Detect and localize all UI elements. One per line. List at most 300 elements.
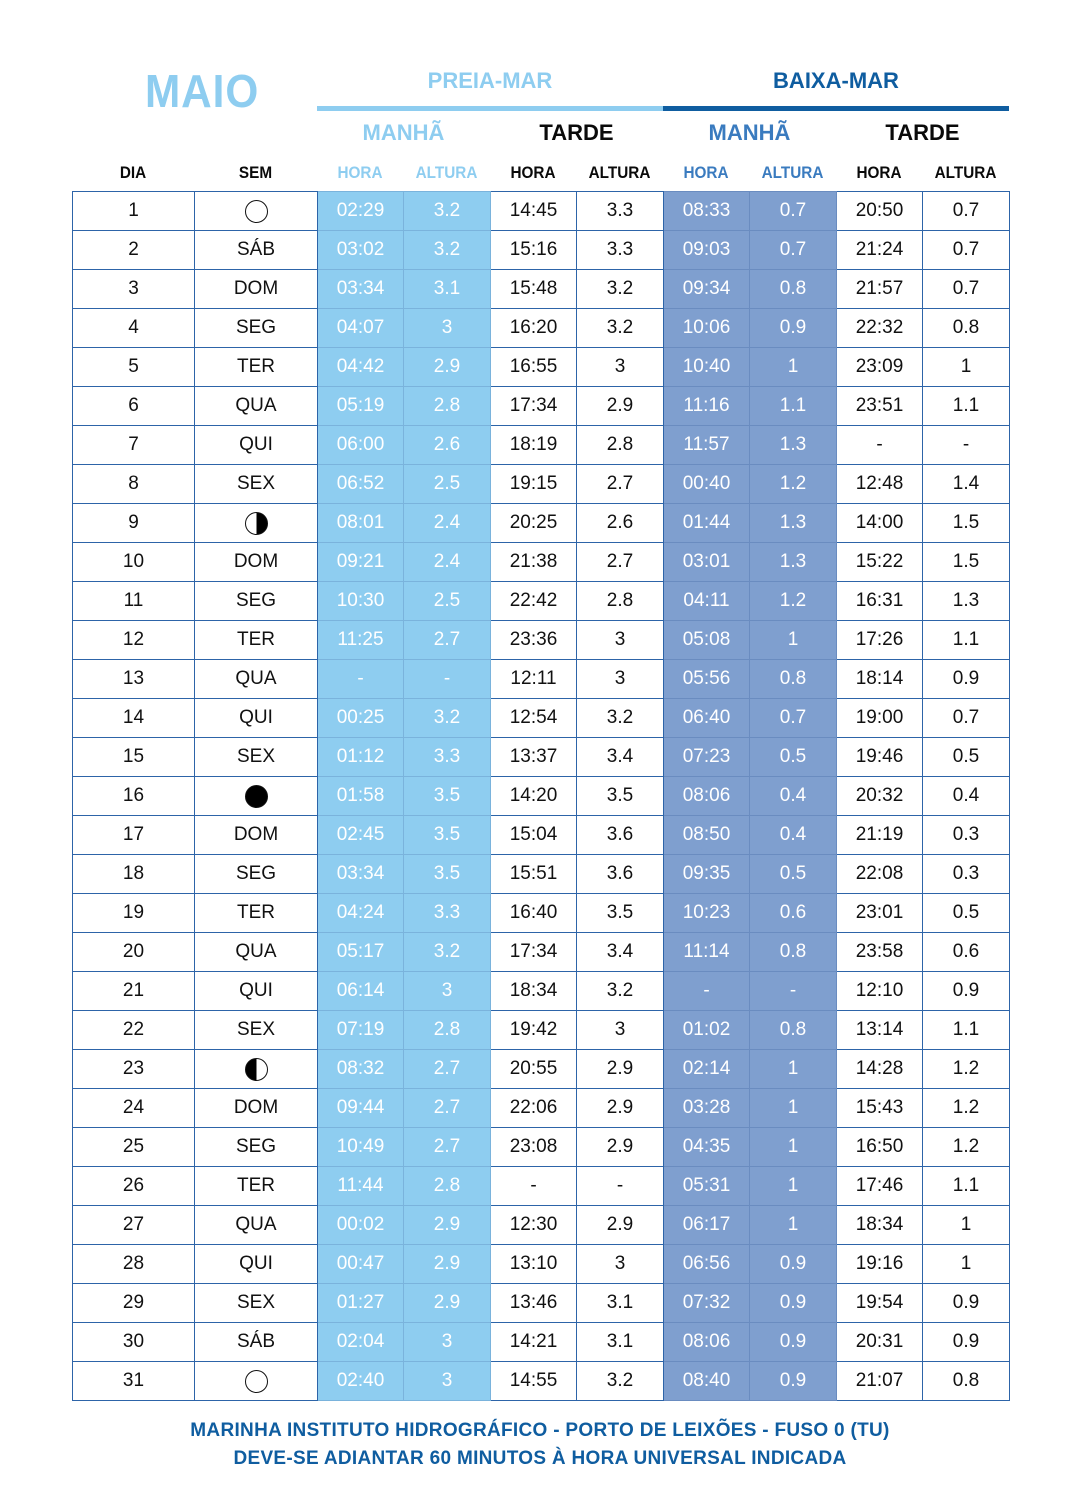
cell-dia: 30 xyxy=(73,1323,195,1362)
cell-pm-tarde-hora: 18:34 xyxy=(491,972,577,1011)
cell-dia: 20 xyxy=(73,933,195,972)
table-row xyxy=(73,1011,1010,1050)
cell-bm-manha-altura: 0.5 xyxy=(750,855,837,894)
cell-bm-tarde-altura: 0.5 xyxy=(923,738,1010,777)
cell-bm-manha-altura: 1.1 xyxy=(750,387,837,426)
cell-pm-tarde-hora: 16:55 xyxy=(491,348,577,387)
cell-pm-manha-altura: 3.2 xyxy=(404,192,491,231)
cell-bm-tarde-altura: 1 xyxy=(923,1206,1010,1245)
table-row xyxy=(73,387,1010,426)
cell-bm-manha-altura: 1 xyxy=(750,1206,837,1245)
cell-sem: DOM xyxy=(195,816,318,855)
cell-pm-manha-hora: 11:44 xyxy=(318,1167,404,1206)
cell-bm-tarde-altura: 1.1 xyxy=(923,621,1010,660)
cell-bm-tarde-altura: 0.9 xyxy=(923,1323,1010,1362)
cell-bm-manha-hora: 08:06 xyxy=(664,1323,750,1362)
cell-dia: 4 xyxy=(73,309,195,348)
cell-pm-manha-altura: 2.4 xyxy=(404,504,491,543)
col-header-sem: SEM xyxy=(238,163,273,182)
cell-pm-manha-altura: 2.8 xyxy=(404,1011,491,1050)
cell-sem: SEX xyxy=(195,465,318,504)
cell-pm-tarde-hora: 16:40 xyxy=(491,894,577,933)
cell-pm-manha-hora: 08:01 xyxy=(318,504,404,543)
cell-pm-tarde-altura: 3.4 xyxy=(577,738,664,777)
cell-dia: 28 xyxy=(73,1245,195,1284)
cell-pm-manha-altura: 2.8 xyxy=(404,1167,491,1206)
cell-bm-tarde-hora: 17:26 xyxy=(837,621,923,660)
cell-pm-tarde-altura: 2.7 xyxy=(577,465,664,504)
cell-sem: SÁB xyxy=(195,1323,318,1362)
cell-sem: QUI xyxy=(195,699,318,738)
cell-bm-manha-altura: 0.9 xyxy=(750,1323,837,1362)
cell-pm-tarde-hora: 16:20 xyxy=(491,309,577,348)
cell-bm-manha-hora: 01:02 xyxy=(664,1011,750,1050)
cell-pm-manha-altura: 2.9 xyxy=(404,348,491,387)
cell-dia: 24 xyxy=(73,1089,195,1128)
cell-pm-tarde-altura: 3.6 xyxy=(577,855,664,894)
cell-bm-manha-altura: 0.5 xyxy=(750,738,837,777)
cell-bm-manha-hora: 11:57 xyxy=(664,426,750,465)
cell-bm-manha-altura: 0.8 xyxy=(750,933,837,972)
cell-pm-tarde-altura: 3.3 xyxy=(577,192,664,231)
cell-bm-manha-altura: 1.2 xyxy=(750,465,837,504)
cell-pm-manha-altura: 3.5 xyxy=(404,816,491,855)
cell-bm-tarde-altura: 1.2 xyxy=(923,1089,1010,1128)
footer-line-2: DEVE-SE ADIANTAR 60 MINUTOS À HORA UNIVERSAL INDICADA xyxy=(233,1448,847,1469)
cell-pm-manha-altura: 3.1 xyxy=(404,270,491,309)
table-row xyxy=(73,1284,1010,1323)
table-row xyxy=(73,1167,1010,1206)
cell-bm-manha-hora: 08:50 xyxy=(664,816,750,855)
cell-pm-tarde-altura: 2.9 xyxy=(577,387,664,426)
cell-pm-manha-altura: 3.3 xyxy=(404,738,491,777)
cell-pm-tarde-altura: - xyxy=(577,1167,664,1206)
cell-bm-manha-hora: 05:56 xyxy=(664,660,750,699)
cell-bm-tarde-hora: 17:46 xyxy=(837,1167,923,1206)
cell-pm-manha-hora: 08:32 xyxy=(318,1050,404,1089)
cell-bm-manha-altura: 1.3 xyxy=(750,504,837,543)
cell-bm-tarde-hora: 23:51 xyxy=(837,387,923,426)
cell-pm-manha-altura: 2.7 xyxy=(404,1089,491,1128)
cell-pm-manha-altura: 2.9 xyxy=(404,1245,491,1284)
cell-pm-manha-altura: 2.5 xyxy=(404,582,491,621)
cell-dia: 31 xyxy=(73,1362,195,1401)
cell-bm-manha-hora: 06:56 xyxy=(664,1245,750,1284)
cell-dia: 17 xyxy=(73,816,195,855)
cell-bm-tarde-hora: 14:00 xyxy=(837,504,923,543)
cell-dia: 22 xyxy=(73,1011,195,1050)
cell-bm-tarde-altura: 1.4 xyxy=(923,465,1010,504)
cell-pm-manha-altura: 3 xyxy=(404,1362,491,1401)
cell-pm-tarde-altura: 3.5 xyxy=(577,777,664,816)
col-header-bm-tarde-altura: ALTURA xyxy=(934,163,997,182)
cell-bm-manha-hora: 05:31 xyxy=(664,1167,750,1206)
cell-bm-tarde-hora: 21:07 xyxy=(837,1362,923,1401)
cell-sem xyxy=(195,777,318,816)
cell-pm-tarde-hora: 18:19 xyxy=(491,426,577,465)
cell-pm-manha-hora: 01:12 xyxy=(318,738,404,777)
cell-dia: 12 xyxy=(73,621,195,660)
cell-dia: 1 xyxy=(73,192,195,231)
cell-pm-manha-hora: 01:58 xyxy=(318,777,404,816)
cell-pm-tarde-hora: 21:38 xyxy=(491,543,577,582)
cell-sem: QUA xyxy=(195,1206,318,1245)
cell-bm-tarde-hora: 21:19 xyxy=(837,816,923,855)
cell-bm-manha-hora: 03:28 xyxy=(664,1089,750,1128)
table-row xyxy=(73,855,1010,894)
cell-sem: SEG xyxy=(195,855,318,894)
cell-pm-tarde-altura: 3 xyxy=(577,621,664,660)
table-row xyxy=(73,231,1010,270)
cell-dia: 18 xyxy=(73,855,195,894)
cell-pm-manha-altura: 3.3 xyxy=(404,894,491,933)
cell-bm-manha-hora: 09:34 xyxy=(664,270,750,309)
cell-dia: 6 xyxy=(73,387,195,426)
table-row xyxy=(73,192,1010,231)
cell-bm-manha-altura: 0.8 xyxy=(750,1011,837,1050)
cell-sem: TER xyxy=(195,348,318,387)
preia-mar-tarde-header: TARDE xyxy=(539,120,614,145)
cell-dia: 15 xyxy=(73,738,195,777)
cell-pm-manha-hora: 10:49 xyxy=(318,1128,404,1167)
cell-pm-manha-altura: 2.4 xyxy=(404,543,491,582)
cell-bm-tarde-hora: 12:10 xyxy=(837,972,923,1011)
cell-bm-manha-hora: 05:08 xyxy=(664,621,750,660)
cell-pm-manha-altura: 3.5 xyxy=(404,855,491,894)
table-row xyxy=(73,270,1010,309)
cell-bm-manha-altura: 0.6 xyxy=(750,894,837,933)
cell-pm-manha-hora: 09:21 xyxy=(318,543,404,582)
cell-pm-tarde-hora: 19:42 xyxy=(491,1011,577,1050)
cell-pm-manha-hora: 05:19 xyxy=(318,387,404,426)
tide-table xyxy=(72,191,1010,1401)
cell-pm-manha-altura: 3.2 xyxy=(404,699,491,738)
cell-bm-manha-hora: - xyxy=(664,972,750,1011)
cell-bm-tarde-altura: 1.1 xyxy=(923,387,1010,426)
cell-pm-tarde-altura: 2.8 xyxy=(577,426,664,465)
cell-pm-manha-hora: 00:25 xyxy=(318,699,404,738)
cell-bm-manha-altura: 1.3 xyxy=(750,426,837,465)
cell-bm-manha-altura: 0.9 xyxy=(750,1284,837,1323)
cell-bm-manha-hora: 06:40 xyxy=(664,699,750,738)
cell-bm-tarde-altura: 0.9 xyxy=(923,972,1010,1011)
cell-pm-manha-hora: 02:29 xyxy=(318,192,404,231)
cell-pm-manha-hora: 00:47 xyxy=(318,1245,404,1284)
cell-bm-manha-altura: 1.3 xyxy=(750,543,837,582)
cell-pm-manha-hora: 07:19 xyxy=(318,1011,404,1050)
cell-dia: 13 xyxy=(73,660,195,699)
cell-bm-tarde-hora: 12:48 xyxy=(837,465,923,504)
cell-bm-tarde-hora: 21:24 xyxy=(837,231,923,270)
cell-dia: 3 xyxy=(73,270,195,309)
cell-sem: TER xyxy=(195,621,318,660)
cell-pm-tarde-altura: 3 xyxy=(577,1011,664,1050)
cell-bm-tarde-altura: 0.5 xyxy=(923,894,1010,933)
table-row xyxy=(73,816,1010,855)
cell-pm-tarde-hora: 20:55 xyxy=(491,1050,577,1089)
cell-dia: 9 xyxy=(73,504,195,543)
cell-bm-manha-altura: - xyxy=(750,972,837,1011)
cell-sem xyxy=(195,504,318,543)
cell-pm-manha-altura: 2.7 xyxy=(404,1128,491,1167)
cell-bm-manha-hora: 11:14 xyxy=(664,933,750,972)
table-row xyxy=(73,582,1010,621)
col-header-pm-tarde-hora: HORA xyxy=(510,163,556,182)
cell-dia: 19 xyxy=(73,894,195,933)
baixa-mar-tarde-header: TARDE xyxy=(885,120,960,145)
cell-dia: 26 xyxy=(73,1167,195,1206)
table-row xyxy=(73,426,1010,465)
cell-bm-tarde-hora: 14:28 xyxy=(837,1050,923,1089)
table-row xyxy=(73,1362,1010,1401)
cell-pm-tarde-altura: 3.2 xyxy=(577,972,664,1011)
cell-pm-tarde-altura: 2.9 xyxy=(577,1206,664,1245)
cell-pm-manha-hora: 03:02 xyxy=(318,231,404,270)
cell-pm-tarde-altura: 2.8 xyxy=(577,582,664,621)
new-moon-icon xyxy=(245,785,268,808)
cell-pm-tarde-hora: 15:16 xyxy=(491,231,577,270)
cell-bm-tarde-altura: 1.1 xyxy=(923,1167,1010,1206)
cell-bm-manha-altura: 1 xyxy=(750,621,837,660)
cell-bm-manha-hora: 03:01 xyxy=(664,543,750,582)
cell-pm-manha-altura: 2.9 xyxy=(404,1284,491,1323)
cell-bm-manha-hora: 10:40 xyxy=(664,348,750,387)
cell-pm-tarde-hora: 14:55 xyxy=(491,1362,577,1401)
col-header-bm-manha-hora: HORA xyxy=(683,163,729,182)
cell-pm-tarde-hora: 19:15 xyxy=(491,465,577,504)
cell-sem: QUA xyxy=(195,933,318,972)
cell-pm-manha-hora: 06:00 xyxy=(318,426,404,465)
table-row xyxy=(73,504,1010,543)
cell-pm-tarde-altura: 3 xyxy=(577,660,664,699)
col-header-bm-tarde-hora: HORA xyxy=(856,163,902,182)
cell-pm-manha-hora: 10:30 xyxy=(318,582,404,621)
cell-bm-tarde-hora: 20:31 xyxy=(837,1323,923,1362)
cell-pm-tarde-hora: 13:10 xyxy=(491,1245,577,1284)
full-moon-icon xyxy=(245,1370,268,1393)
cell-bm-tarde-altura: 1.5 xyxy=(923,504,1010,543)
cell-pm-tarde-altura: 3.1 xyxy=(577,1323,664,1362)
cell-bm-tarde-altura: 0.7 xyxy=(923,270,1010,309)
cell-pm-tarde-altura: 3.4 xyxy=(577,933,664,972)
cell-bm-tarde-hora: 23:09 xyxy=(837,348,923,387)
preia-mar-header: PREIA-MAR xyxy=(427,68,553,93)
cell-pm-tarde-hora: - xyxy=(491,1167,577,1206)
cell-bm-manha-altura: 1 xyxy=(750,348,837,387)
cell-pm-manha-hora: 00:02 xyxy=(318,1206,404,1245)
cell-sem: DOM xyxy=(195,543,318,582)
cell-pm-tarde-altura: 2.9 xyxy=(577,1128,664,1167)
cell-bm-tarde-altura: 1.1 xyxy=(923,1011,1010,1050)
col-header-pm-manha-altura: ALTURA xyxy=(415,163,478,182)
cell-bm-manha-hora: 08:40 xyxy=(664,1362,750,1401)
table-row xyxy=(73,621,1010,660)
col-header-dia: DIA xyxy=(119,163,147,182)
table-row xyxy=(73,348,1010,387)
cell-pm-tarde-altura: 2.9 xyxy=(577,1089,664,1128)
cell-bm-manha-altura: 0.7 xyxy=(750,192,837,231)
table-row xyxy=(73,1050,1010,1089)
cell-pm-tarde-altura: 3 xyxy=(577,348,664,387)
cell-bm-manha-hora: 08:33 xyxy=(664,192,750,231)
cell-bm-tarde-hora: 23:01 xyxy=(837,894,923,933)
preia-mar-manha-header: MANHÃ xyxy=(362,120,445,145)
cell-bm-manha-altura: 0.7 xyxy=(750,699,837,738)
cell-pm-tarde-altura: 3.1 xyxy=(577,1284,664,1323)
cell-bm-manha-hora: 00:40 xyxy=(664,465,750,504)
cell-bm-tarde-hora: 19:54 xyxy=(837,1284,923,1323)
cell-bm-manha-altura: 0.9 xyxy=(750,1245,837,1284)
cell-pm-manha-altura: 2.9 xyxy=(404,1206,491,1245)
cell-pm-tarde-hora: 13:46 xyxy=(491,1284,577,1323)
cell-pm-manha-altura: 2.7 xyxy=(404,1050,491,1089)
table-row xyxy=(73,972,1010,1011)
cell-pm-tarde-hora: 23:36 xyxy=(491,621,577,660)
table-row xyxy=(73,1128,1010,1167)
cell-pm-tarde-altura: 3.2 xyxy=(577,309,664,348)
cell-pm-manha-hora: 04:42 xyxy=(318,348,404,387)
table-row xyxy=(73,738,1010,777)
cell-sem: SEX xyxy=(195,1011,318,1050)
cell-bm-tarde-hora: 13:14 xyxy=(837,1011,923,1050)
cell-dia: 10 xyxy=(73,543,195,582)
cell-pm-manha-hora: 02:40 xyxy=(318,1362,404,1401)
cell-pm-manha-altura: 3.2 xyxy=(404,933,491,972)
cell-dia: 2 xyxy=(73,231,195,270)
cell-bm-tarde-hora: 22:32 xyxy=(837,309,923,348)
cell-bm-manha-hora: 11:16 xyxy=(664,387,750,426)
cell-bm-manha-hora: 07:32 xyxy=(664,1284,750,1323)
cell-dia: 16 xyxy=(73,777,195,816)
cell-bm-manha-hora: 10:23 xyxy=(664,894,750,933)
cell-bm-tarde-altura: 1.2 xyxy=(923,1128,1010,1167)
cell-pm-manha-hora: 04:07 xyxy=(318,309,404,348)
cell-bm-tarde-altura: 1 xyxy=(923,348,1010,387)
cell-bm-manha-hora: 02:14 xyxy=(664,1050,750,1089)
cell-bm-tarde-altura: 0.8 xyxy=(923,309,1010,348)
cell-pm-manha-altura: 3 xyxy=(404,309,491,348)
table-row xyxy=(73,699,1010,738)
cell-pm-tarde-hora: 22:42 xyxy=(491,582,577,621)
cell-pm-manha-altura: 2.8 xyxy=(404,387,491,426)
cell-pm-tarde-hora: 14:20 xyxy=(491,777,577,816)
cell-sem: QUA xyxy=(195,387,318,426)
cell-pm-tarde-hora: 22:06 xyxy=(491,1089,577,1128)
baixa-mar-manha-header: MANHÃ xyxy=(708,120,791,145)
cell-pm-tarde-hora: 12:11 xyxy=(491,660,577,699)
cell-pm-tarde-hora: 17:34 xyxy=(491,933,577,972)
cell-bm-manha-altura: 0.8 xyxy=(750,270,837,309)
cell-pm-manha-hora: 06:52 xyxy=(318,465,404,504)
col-header-bm-manha-altura: ALTURA xyxy=(761,163,824,182)
cell-bm-tarde-hora: 18:34 xyxy=(837,1206,923,1245)
cell-pm-tarde-altura: 3.2 xyxy=(577,699,664,738)
cell-bm-tarde-altura: 0.8 xyxy=(923,1362,1010,1401)
cell-pm-manha-altura: 2.6 xyxy=(404,426,491,465)
cell-sem: SEX xyxy=(195,738,318,777)
cell-sem: TER xyxy=(195,1167,318,1206)
cell-pm-tarde-altura: 2.6 xyxy=(577,504,664,543)
cell-sem: DOM xyxy=(195,1089,318,1128)
cell-sem: SÁB xyxy=(195,231,318,270)
cell-bm-manha-altura: 0.8 xyxy=(750,660,837,699)
cell-bm-tarde-altura: 0.7 xyxy=(923,699,1010,738)
cell-sem: SEG xyxy=(195,1128,318,1167)
cell-bm-tarde-hora: 22:08 xyxy=(837,855,923,894)
cell-sem: SEG xyxy=(195,309,318,348)
cell-dia: 21 xyxy=(73,972,195,1011)
cell-bm-manha-altura: 1 xyxy=(750,1050,837,1089)
cell-pm-tarde-hora: 14:45 xyxy=(491,192,577,231)
cell-pm-manha-altura: 3.2 xyxy=(404,231,491,270)
last-quarter-moon-icon xyxy=(245,1058,268,1081)
cell-pm-manha-hora: 02:04 xyxy=(318,1323,404,1362)
cell-pm-manha-hora: - xyxy=(318,660,404,699)
full-moon-icon xyxy=(245,200,268,223)
tide-table-body xyxy=(73,192,1010,1401)
cell-pm-tarde-hora: 13:37 xyxy=(491,738,577,777)
cell-bm-tarde-hora: 15:43 xyxy=(837,1089,923,1128)
cell-dia: 29 xyxy=(73,1284,195,1323)
cell-bm-manha-altura: 1 xyxy=(750,1167,837,1206)
preia-mar-bar xyxy=(317,106,663,111)
cell-dia: 7 xyxy=(73,426,195,465)
table-row xyxy=(73,894,1010,933)
baixa-mar-header: BAIXA-MAR xyxy=(773,68,899,93)
cell-dia: 27 xyxy=(73,1206,195,1245)
cell-bm-tarde-altura: 0.3 xyxy=(923,855,1010,894)
cell-sem: QUI xyxy=(195,972,318,1011)
table-row xyxy=(73,309,1010,348)
cell-bm-tarde-hora: 16:50 xyxy=(837,1128,923,1167)
cell-pm-manha-altura: 3.5 xyxy=(404,777,491,816)
cell-dia: 5 xyxy=(73,348,195,387)
cell-pm-tarde-hora: 15:04 xyxy=(491,816,577,855)
table-row xyxy=(73,660,1010,699)
cell-bm-tarde-hora: 19:16 xyxy=(837,1245,923,1284)
cell-pm-manha-hora: 03:34 xyxy=(318,855,404,894)
cell-pm-manha-hora: 05:17 xyxy=(318,933,404,972)
cell-bm-tarde-altura: 0.9 xyxy=(923,1284,1010,1323)
cell-pm-tarde-hora: 12:30 xyxy=(491,1206,577,1245)
cell-pm-tarde-hora: 12:54 xyxy=(491,699,577,738)
cell-sem: SEG xyxy=(195,582,318,621)
cell-dia: 8 xyxy=(73,465,195,504)
col-header-pm-tarde-altura: ALTURA xyxy=(588,163,651,182)
cell-bm-manha-altura: 1 xyxy=(750,1128,837,1167)
cell-sem: DOM xyxy=(195,270,318,309)
cell-pm-manha-altura: 3 xyxy=(404,972,491,1011)
cell-pm-tarde-altura: 2.9 xyxy=(577,1050,664,1089)
cell-pm-manha-altura: 2.5 xyxy=(404,465,491,504)
cell-pm-manha-hora: 09:44 xyxy=(318,1089,404,1128)
cell-bm-tarde-hora: 23:58 xyxy=(837,933,923,972)
cell-bm-tarde-hora: 20:50 xyxy=(837,192,923,231)
cell-dia: 23 xyxy=(73,1050,195,1089)
cell-sem: SEX xyxy=(195,1284,318,1323)
cell-bm-manha-altura: 0.7 xyxy=(750,231,837,270)
cell-bm-manha-hora: 08:06 xyxy=(664,777,750,816)
cell-bm-tarde-altura: 1.2 xyxy=(923,1050,1010,1089)
table-row xyxy=(73,1245,1010,1284)
cell-bm-manha-hora: 06:17 xyxy=(664,1206,750,1245)
cell-bm-tarde-hora: 16:31 xyxy=(837,582,923,621)
table-row xyxy=(73,1089,1010,1128)
cell-pm-tarde-altura: 3.2 xyxy=(577,270,664,309)
first-quarter-moon-icon xyxy=(245,512,268,535)
cell-sem xyxy=(195,1362,318,1401)
cell-bm-tarde-hora: 19:00 xyxy=(837,699,923,738)
